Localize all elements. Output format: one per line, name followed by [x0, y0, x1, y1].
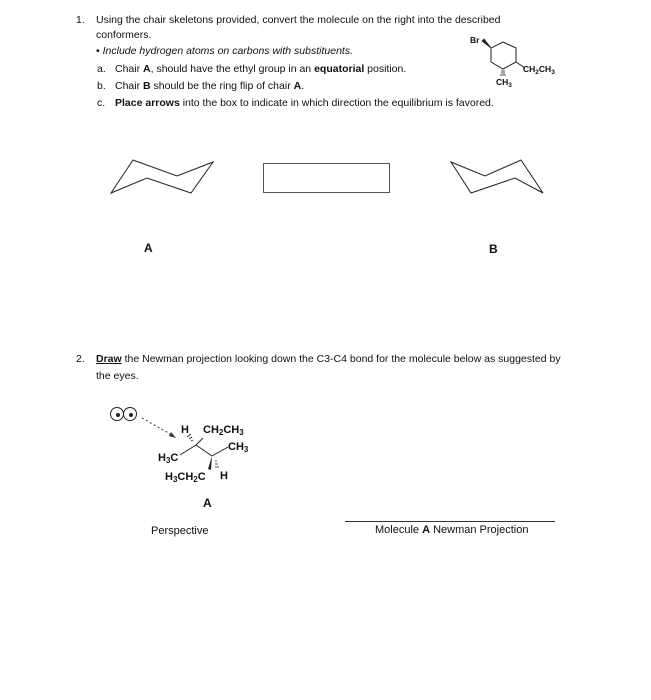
q1b-chair2: A: [293, 80, 302, 92]
q1b-mid: should be the ring flip of chair: [150, 80, 294, 92]
q1a-pre: Chair: [115, 63, 144, 75]
viewing-arrow-head: [169, 432, 176, 438]
methyl-label: $CH_3$: [496, 77, 512, 89]
ethyl-label: $CH_2CH_3$: [523, 64, 555, 76]
q1c-bold: Place arrows: [115, 97, 180, 109]
perspective-caption: Perspective: [151, 525, 209, 537]
q1a-chair: A: [143, 63, 151, 75]
newman-caption-pre: Molecule: [375, 524, 423, 536]
bond-c4-ch3: [212, 447, 228, 456]
label-bottom-ethyl: $H_3CH_2C$: [165, 471, 206, 484]
viewing-arrow: [142, 418, 172, 435]
newman-answer-line[interactable]: [345, 521, 555, 522]
molecule-a-label: A: [203, 496, 212, 510]
q1b-marker: b.: [97, 80, 106, 92]
newman-caption-bold: A: [422, 524, 431, 536]
newman-caption: [375, 524, 528, 536]
label-left-methyl: $H_3C$: [158, 452, 179, 465]
bullet-mark: •: [96, 45, 100, 57]
label-bottom-h: H: [220, 470, 228, 482]
q1c-marker: c.: [97, 97, 106, 109]
q1b-post: .: [301, 80, 305, 92]
label-top-h: H: [181, 424, 189, 436]
wedge-bond-bottom: [208, 456, 212, 470]
q1-prompt-line2: conformers.: [96, 29, 152, 41]
q2-prompt-line2: the eyes.: [96, 370, 139, 382]
draw-word: Draw: [96, 353, 122, 365]
q1a-marker: a.: [97, 63, 106, 75]
q1-number: 1.: [76, 14, 85, 26]
q1a-mid: , should have the ethyl group in an: [150, 63, 315, 75]
label-top-ethyl: $CH_2CH_3$: [203, 424, 244, 437]
newman-caption-post: Newman Projection: [430, 524, 529, 536]
chair-b-label: B: [489, 242, 498, 256]
bond-h3c-c3: [180, 445, 196, 455]
q1b-chair: B: [143, 80, 151, 92]
bond-c3-c4: [196, 445, 212, 456]
q1-prompt-line1: Using the chair skeletons provided, convert the molecule on the right into the described: [96, 14, 501, 26]
q1b-pre: Chair: [115, 80, 144, 92]
q1c-post: into the box to indicate in which direction the equilibrium is favored.: [179, 97, 494, 109]
q2-prompt-rest: the Newman projection looking down the C3-C4 bond for the molecule below as suggested by: [121, 353, 561, 365]
label-right-methyl: $CH_3$: [228, 441, 249, 454]
q1a-equatorial: equatorial: [314, 63, 365, 75]
q1a-post: position.: [364, 63, 407, 75]
chair-a-label: A: [144, 241, 153, 255]
q2-number: 2.: [76, 353, 85, 365]
hash-bond-bottom-h: [215, 461, 219, 467]
bullet-text: Include hydrogen atoms on carbons with substituents.: [102, 45, 354, 57]
bond-c3-ethyl: [196, 438, 203, 445]
eyes-icon: [111, 408, 137, 421]
br-label: Br: [470, 35, 480, 45]
